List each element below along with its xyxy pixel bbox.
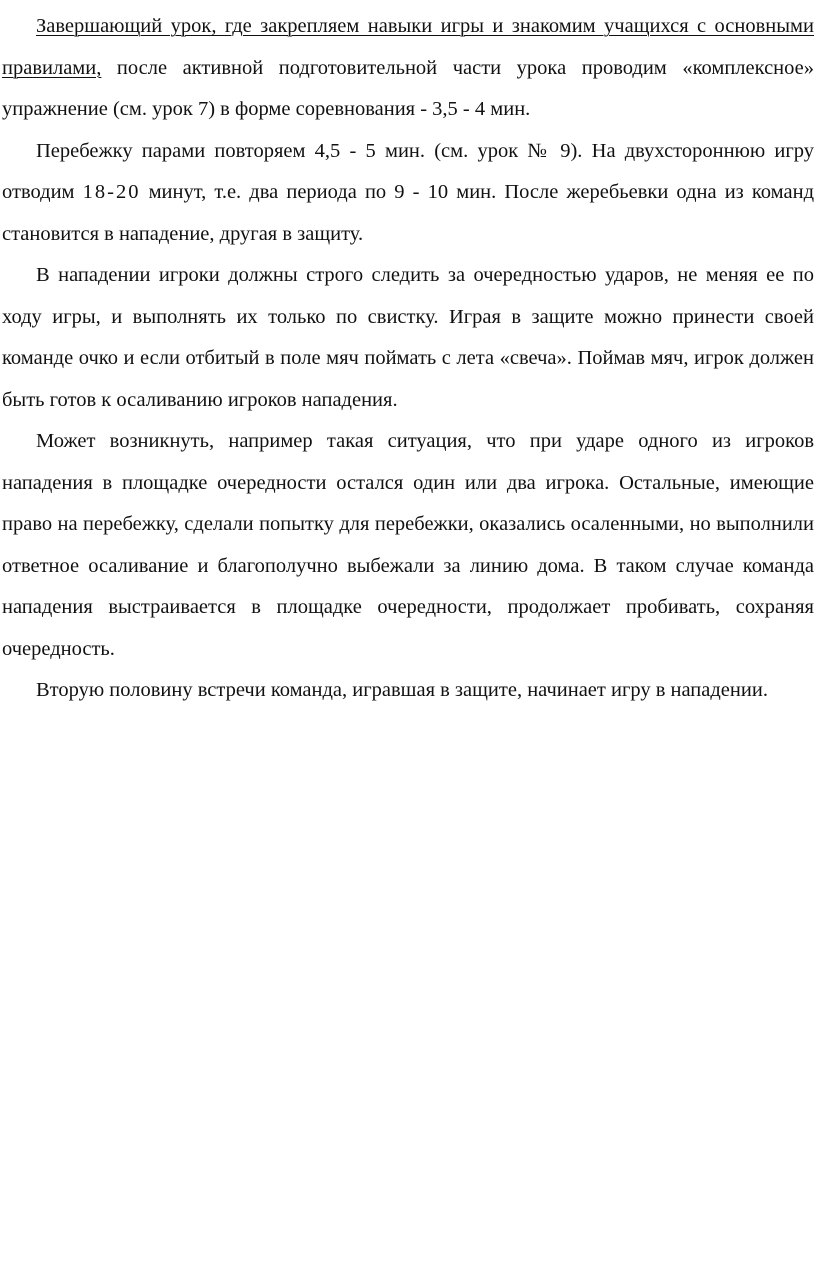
paragraph-4: Может возникнуть, например такая ситуация, что при ударе одного из игроков нападения в площадке очередности остался один или два игрока. Остальные, имеющие право на перебежку, сделали попытку для перебежки, оказались осаленными, но выполнили ответное осаливание и благополучно выбежали за линию дома. В таком случае команда нападения выстраивается в площадке очередности, продолжает пробивать, сохраняя очередность. (2, 430, 814, 660)
paragraph-2-duration: 18-20 (82, 181, 141, 203)
paragraph-2-after: минут, т.е. два периода по 9 - 10 мин. После жеребьевки одна из команд становится в нападение, другая в защиту. (2, 181, 815, 245)
paragraph-2 (2, 131, 814, 256)
paragraph-3: В нападении игроки должны строго следить за очередностью ударов, не меняя ее по ходу игры, и выполнять их только по свистку. Играя в защите можно принести своей команде очко и если отбитый в поле мяч поймать с лета «свеча». Поймав мяч, игрок должен быть готов к осаливанию игроков нападения. (2, 264, 814, 411)
paragraph-1-rest: после активной подготовительной части урока проводим «комплексное» упражнение (см. урок 7) в форме соревнования - 3,5 - 4 мин. (2, 56, 814, 120)
paragraph-1-underlined-intro: Завершающий урок, где закрепляем навыки игры и знакомим учащихся с основными правилами, (2, 15, 814, 79)
paragraph-1 (2, 6, 814, 131)
paragraph-2-before: Перебежку парами повторяем 4,5 - 5 мин. (см. урок № 9). На двухстороннюю игру отводим (2, 139, 814, 203)
paragraph-5: Вторую половину встречи команда, игравшая в защите, начинает игру в нападении. (36, 679, 768, 701)
